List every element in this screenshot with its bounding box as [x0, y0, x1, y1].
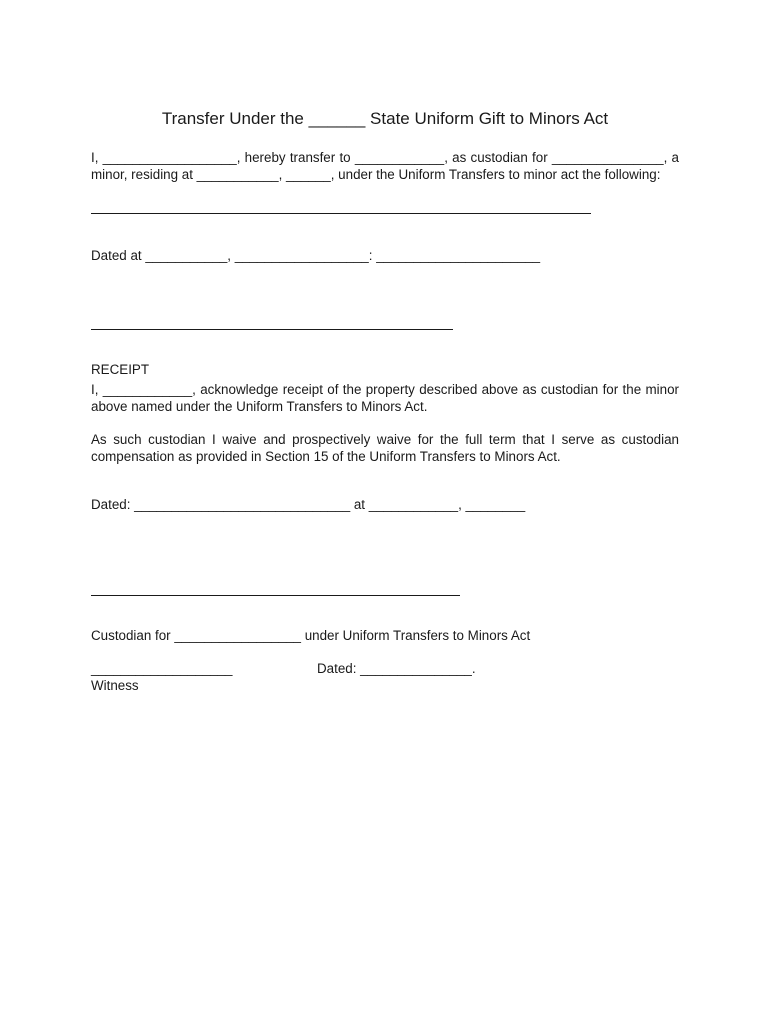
transfer-paragraph: I, __________________, hereby transfer to ____________, as custodian for _______________, a minor, residing at ___________, ______, under the Uniform Transfers to minor act the following: [91, 150, 679, 182]
receipt-heading: RECEIPT [91, 362, 150, 377]
custodian-signature-line [91, 595, 460, 596]
custodian-for-line: Custodian for _________________ under Uniform Transfers to Minors Act [91, 628, 531, 643]
witness-label: Witness [91, 678, 139, 693]
receipt-paragraph: I, ____________, acknowledge receipt of the property described above as custodian for the minor above named under the Uniform Transfers to Minors Act. [91, 382, 679, 414]
witness-dated-line: Dated: _______________. [317, 661, 476, 676]
waiver-paragraph: As such custodian I waive and prospectively waive for the full term that I serve as custodian compensation as provided in Section 15 of the Uniform Transfers to Minors Act. [91, 432, 679, 464]
dated-at-line: Dated at ___________, __________________: ______________________ [91, 248, 541, 263]
document-title: Transfer Under the ______ State Uniform Gift to Minors Act [161, 109, 609, 128]
receipt-dated-line: Dated: _____________________________ at ____________, ________ [91, 497, 526, 512]
property-description-line [91, 213, 591, 214]
witness-signature-blank: ___________________ [91, 661, 233, 676]
transferor-signature-line [91, 329, 453, 330]
